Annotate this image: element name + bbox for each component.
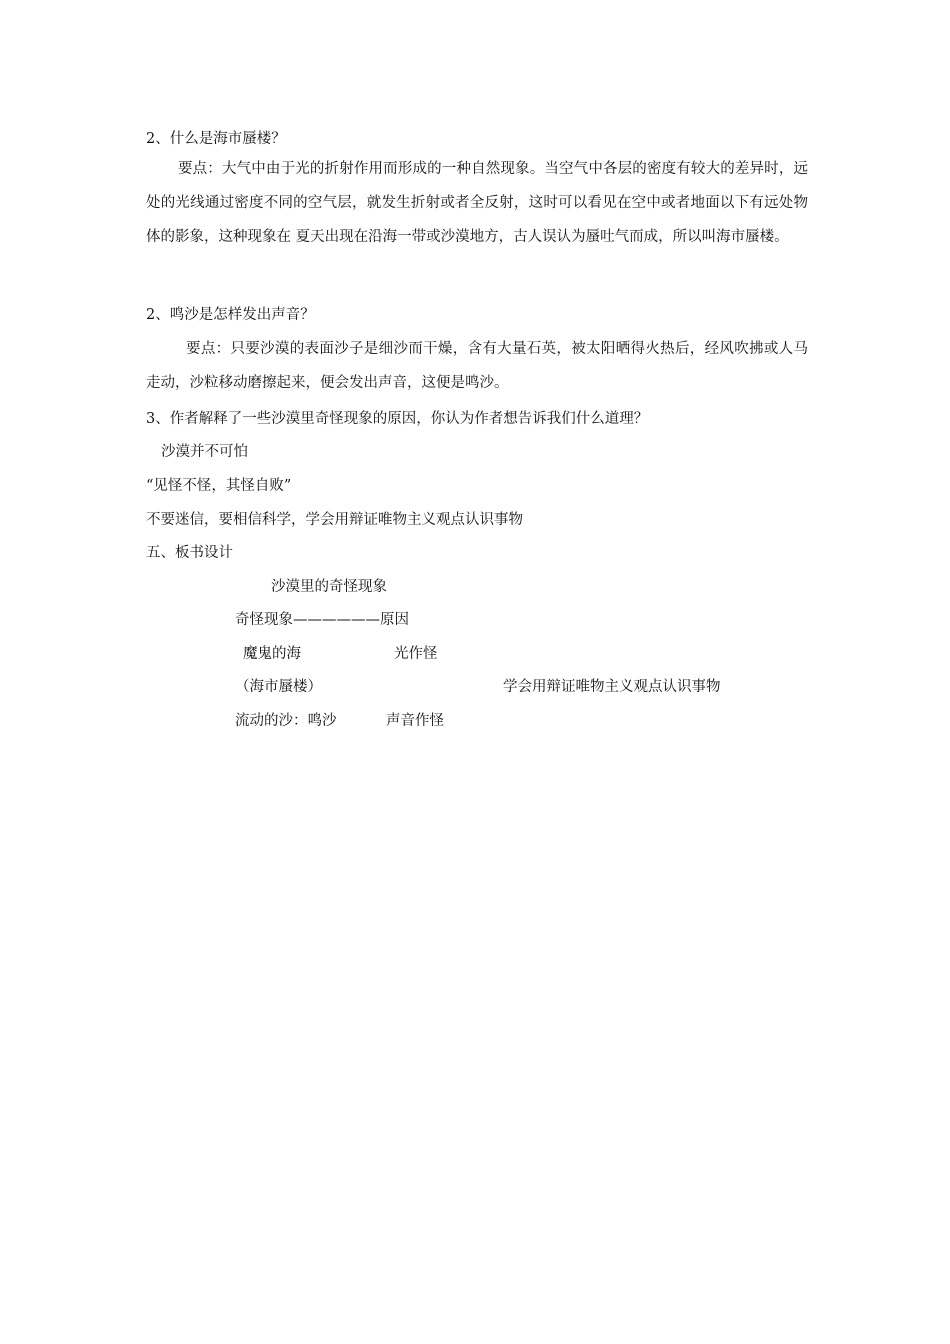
board-row3-left: 流动的沙：鸣沙 <box>235 713 337 729</box>
answer-point-1: 沙漠并不可怕 <box>161 444 248 460</box>
board-title: 沙漠里的奇怪现象 <box>271 579 387 595</box>
question-mirage: 2、什么是海市蜃楼？ <box>146 131 286 147</box>
board-row1-right: 光作怪 <box>394 646 438 662</box>
board-row1-left: 魔鬼的海 <box>243 646 301 662</box>
answer-mirage: 要点：大气中由于光的折射作用而形成的一种自然现象。当空气中各层的密度有较大的差异时，远处的光线通过密度不同的空气层，就发生折射或者全反射，这时可以看见在空中或者地面以下有远处物体的影象，这种现象在 夏天出现在沿海一带或沙漠地方，古人误认为蜃吐气而成，所以叫海市蜃楼。 <box>146 161 808 245</box>
question-lesson: 3、作者解释了一些沙漠里奇怪现象的原因，你认为作者想告诉我们什么道理？ <box>146 411 649 427</box>
board-row2-conclusion: 学会用辩证唯物主义观点认识事物 <box>503 679 721 695</box>
board-header: 奇怪现象——————原因 <box>235 612 409 628</box>
answer-point-2: “见怪不怪，其怪自败” <box>146 478 292 494</box>
board-row3-right: 声音作怪 <box>386 713 444 729</box>
answer-singing-sand: 要点：只要沙漠的表面沙子是细沙而干燥，含有大量石英，被太阳晒得火热后，经风吹拂或人马走动，沙粒移动磨擦起来，便会发出声音，这便是鸣沙。 <box>146 341 808 391</box>
answer-point-3: 不要迷信，要相信科学，学会用辩证唯物主义观点认识事物 <box>146 512 523 528</box>
board-row2-left: （海市蜃楼） <box>235 679 322 695</box>
question-singing-sand: 2、鸣沙是怎样发出声音？ <box>146 307 315 323</box>
section-heading-board-design: 五、板书设计 <box>146 545 233 561</box>
